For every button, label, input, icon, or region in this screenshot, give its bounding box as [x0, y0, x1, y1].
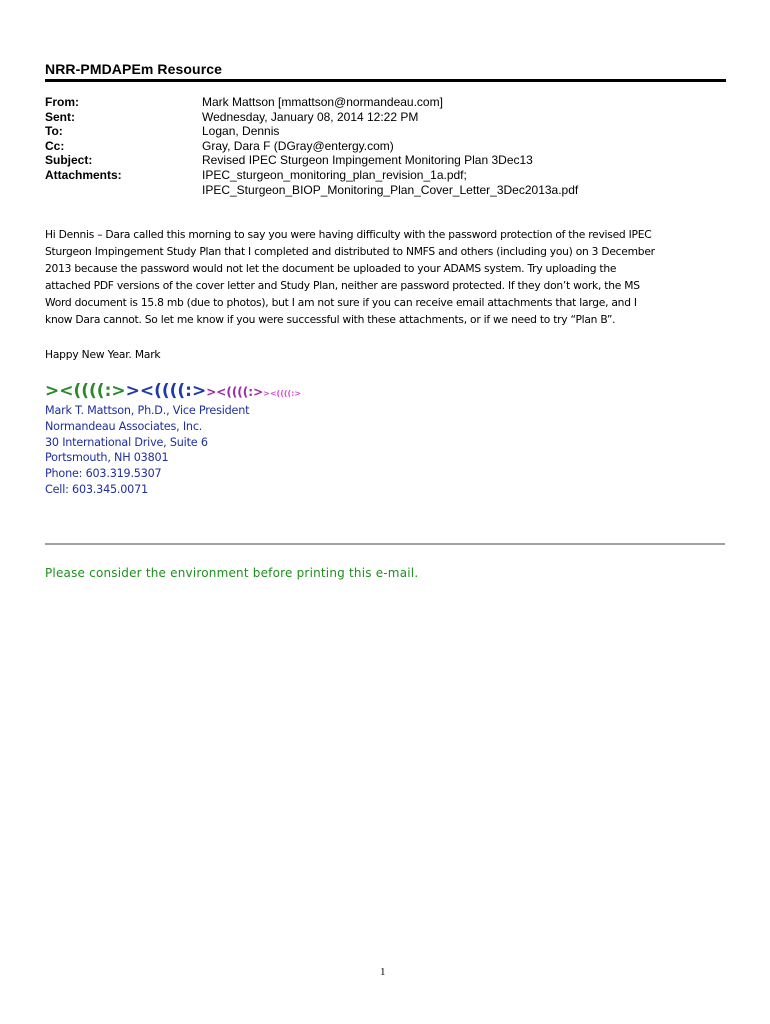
body-line: know Dara cannot. So let me know if you were successful with these attachments, or if we need to try “Plan B”. [45, 313, 616, 326]
cc-value: Gray, Dara F (DGray@entergy.com) [202, 138, 394, 153]
subject-row [45, 153, 726, 168]
body-line: Word document is 15.8 mb (due to photos), but I am not sure if you can receive email attachments that large, and I [45, 296, 637, 309]
signature-address-1: 30 International Drive, Suite 6 [45, 435, 208, 449]
email-header [45, 95, 726, 197]
to-label: To: [45, 124, 63, 139]
to-row [45, 124, 726, 139]
signature-phone: Phone: 603.319.5307 [45, 467, 162, 481]
sent-value: Wednesday, January 08, 2014 12:22 PM [202, 109, 419, 124]
fish-art-large-blue: ><((((:> [125, 381, 207, 401]
signature-address-2: Portsmouth, NH 03801 [45, 451, 169, 465]
environment-note: Please consider the environment before printing this e-mail. [45, 566, 419, 580]
sent-row [45, 110, 726, 125]
title-rule [45, 79, 726, 82]
attachment-link-2[interactable]: IPEC_Sturgeon_BIOP_Monitoring_Plan_Cover_Letter_3Dec2013a.pdf [202, 182, 579, 197]
body-line: Hi Dennis – Dara called this morning to say you were having difficulty with the password protection of the revised IPEC [45, 228, 652, 241]
fish-art-medium-purple: ><((((:> [206, 385, 264, 399]
cc-label: Cc: [45, 138, 65, 153]
signature-company: Normandeau Associates, Inc. [45, 419, 203, 433]
attachments-label: Attachments: [45, 167, 122, 182]
attachment-link-1[interactable]: IPEC_sturgeon_monitoring_plan_revision_1a.pdf; [202, 167, 467, 182]
signature-name-title: Mark T. Mattson, Ph.D., Vice President [45, 404, 250, 417]
cc-row [45, 139, 726, 154]
body-line: attached PDF versions of the cover letter and Study Plan, neither are password protected. If they don’t work, the MS [45, 279, 640, 292]
subject-value: Revised IPEC Sturgeon Impingement Monitoring Plan 3Dec13 [202, 153, 533, 168]
fish-art-small-pink: ><((((:> [263, 389, 302, 398]
subject-label: Subject: [45, 153, 93, 168]
fish-signature-art [45, 381, 301, 404]
body-line: Sturgeon Impingement Study Plan that I completed and distributed to NMFS and others (including you) on 3 December [45, 245, 655, 258]
greeting: Happy New Year. Mark [45, 348, 161, 361]
signature-block [45, 403, 249, 498]
sent-label: Sent: [45, 109, 75, 124]
page-number: 1 [380, 966, 386, 978]
email-body [45, 226, 725, 328]
from-value: Mark Mattson [mmattson@normandeau.com] [202, 95, 443, 109]
signature-cell: Cell: 603.345.0071 [45, 482, 148, 496]
from-row [45, 95, 726, 110]
from-label: From: [45, 95, 79, 109]
attachments-row [45, 168, 726, 197]
signature-divider [45, 543, 725, 545]
body-line: 2013 because the password would not let the document be uploaded to your ADAMS system. Try uploading the [45, 262, 617, 275]
fish-art-large-green: ><((((:> [45, 381, 126, 401]
to-value: Logan, Dennis [202, 124, 280, 139]
attachments-value [202, 168, 726, 197]
page-title: NRR-PMDAPEm Resource [45, 61, 223, 77]
